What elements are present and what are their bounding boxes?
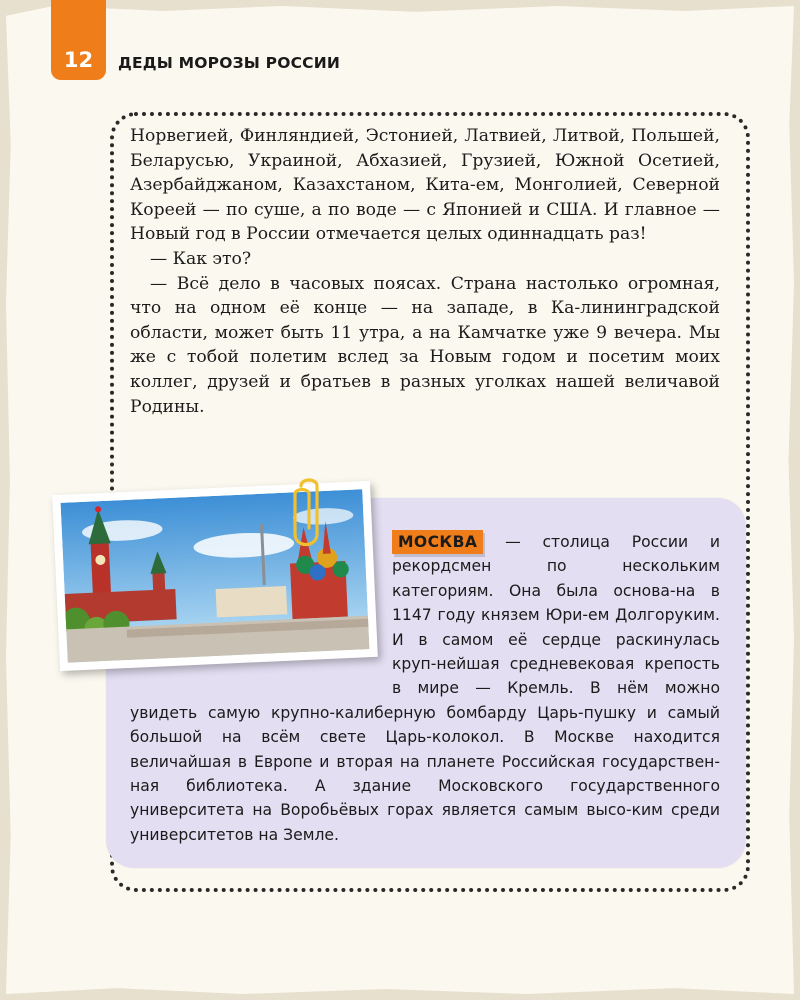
info-box-text xyxy=(130,530,720,847)
moscow-tag: МОСКВА xyxy=(392,530,483,554)
info-box-body: — столица России и рекордсмен по нескольким категориям. Она была основа-на в 1147 году князем Юри-ем Долгоруким. И в самом её сердце раскинулась круп-нейшая средневековая крепость в мире — Кремль. В нём можно увидеть самую крупно-калиберную бомбарду Царь-пушку и самый большой на всём свете Царь-колокол. В Москве находится величайшая в Европе и вторая на планете Российская государствен-ная библиотека. А здание Московского государственного университета на Воробьёвых горах является самым высо-ким среди университетов на Земле. xyxy=(130,533,720,844)
main-text xyxy=(130,124,720,419)
page-number: 12 xyxy=(63,48,94,72)
running-title: ДЕДЫ МОРОЗЫ РОССИИ xyxy=(118,54,341,72)
paragraph-2: — Как это? xyxy=(150,248,252,269)
paragraph-1: Норвегией, Финляндией, Эстонией, Латвией, Литвой, Польшей, Беларусью, Украиной, Абхазией, Грузией, Южной Осетией, Азербайджаном, Казахстаном, Кита-ем, Монголией, Северной Кореей — по суше, а по воде — с Японией и США. И главное — Новый год в России отмечается целых одиннадцать раз! xyxy=(130,126,720,245)
page-number-tab xyxy=(51,0,106,80)
paragraph-3: — Всё дело в часовых поясах. Страна настолько огромная, что на одном её конце — на западе, в Ка-лининградской области, может быть 11 утра, а на Камчатке уже 9 вечера. Мы же с тобой полетим вслед за Новым годом и посетим моих коллег, друзей и братьев в разных уголках нашей величавой Родины. xyxy=(130,273,720,417)
